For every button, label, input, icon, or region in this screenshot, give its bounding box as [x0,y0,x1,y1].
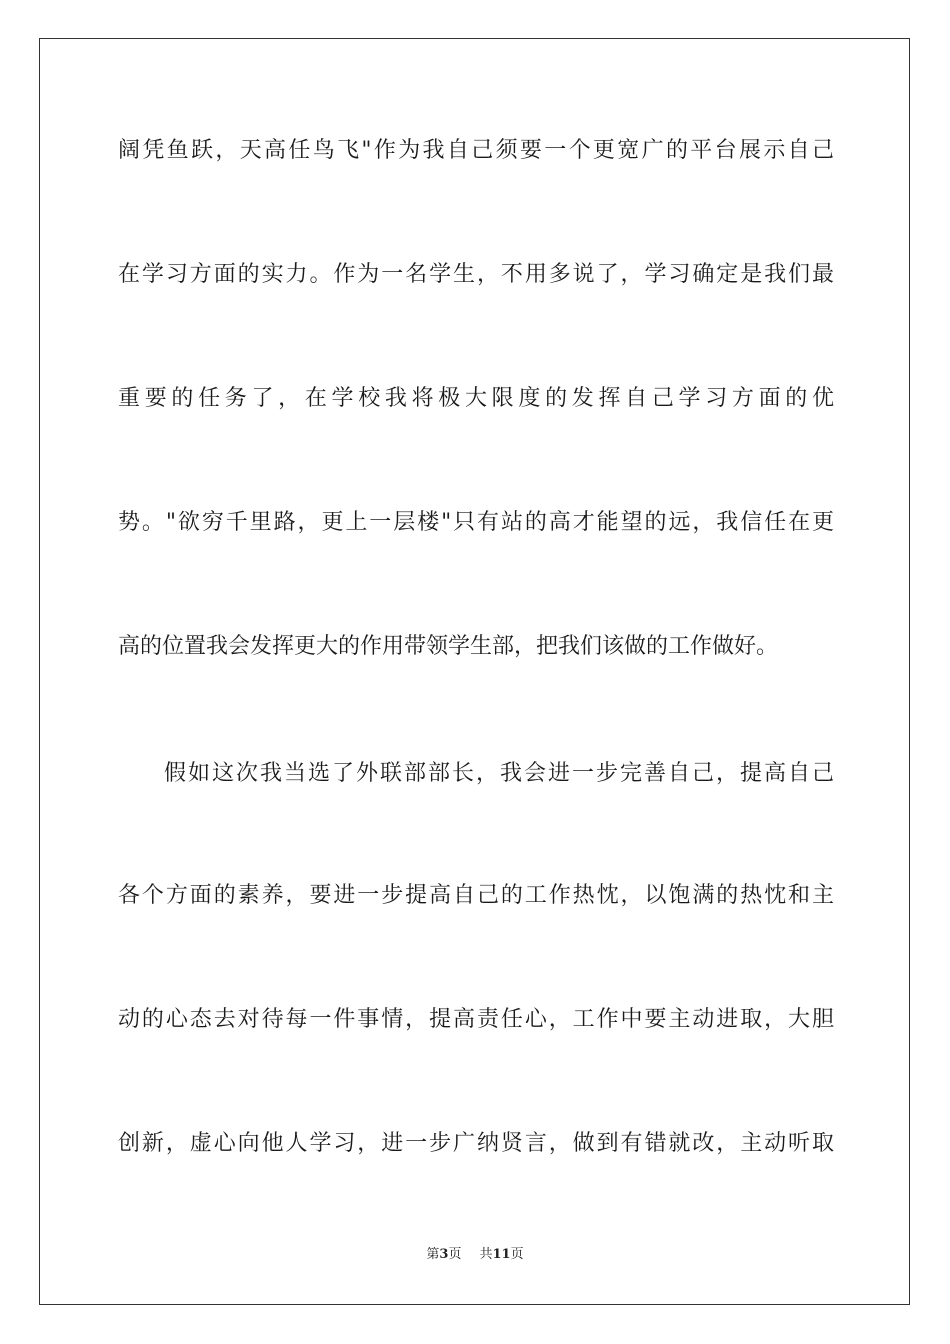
body-text-line: 在学习方面的实力。作为一名学生，不用多说了，学习确定是我们最 [118,262,834,287]
page-footer [0,1246,950,1264]
page-label-prefix: 第 [426,1247,440,1262]
total-label-prefix: 共 [479,1247,493,1262]
body-text-line: 势。"欲穷千里路，更上一层楼"只有站的高才能望的远，我信任在更 [118,510,834,535]
body-text-line: 重要的任务了，在学校我将极大限度的发挥自己学习方面的优 [118,386,834,411]
body-text-line: 各个方面的素养，要进一步提高自己的工作热忱，以饱满的热忱和主 [118,883,834,908]
body-text-line: 创新，虚心向他人学习，进一步广纳贤言，做到有错就改，主动听取 [118,1131,834,1156]
total-label-suffix: 页 [510,1247,524,1262]
page-border [39,38,910,1305]
page-label-suffix: 页 [448,1247,462,1262]
total-pages: 11 [492,1247,511,1262]
page-number: 3 [439,1247,449,1262]
body-text-line: 高的位置我会发挥更大的作用带领学生部，把我们该做的工作做好。 [118,634,779,659]
body-text-line: 动的心态去对待每一件事情，提高责任心，工作中要主动进取，大胆 [118,1007,834,1032]
body-text-line: 阔凭鱼跃，天高任鸟飞"作为我自己须要一个更宽广的平台展示自己 [118,138,834,163]
paragraph-first-line: 假如这次我当选了外联部部长，我会进一步完善自己，提高自己 [164,761,834,786]
